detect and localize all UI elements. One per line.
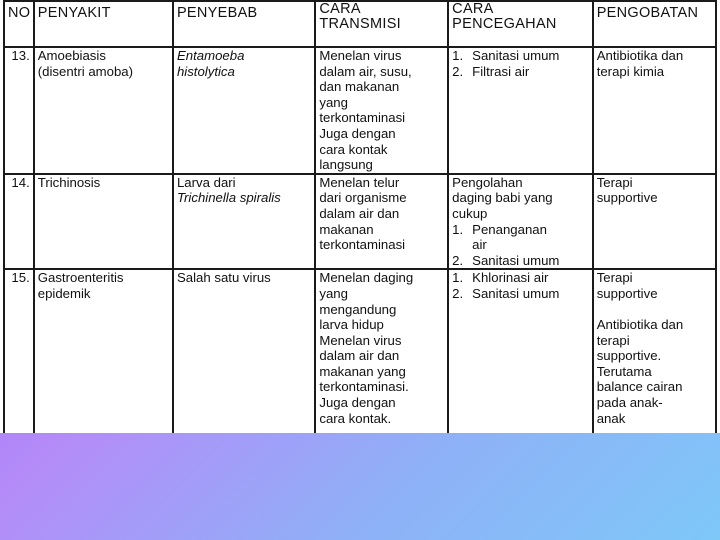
table-row — [4, 47, 716, 174]
cell-pencegahan: Pengolahan daging babi yang cukup 1. Penanganan air 2. Sanitasi umum — [448, 174, 593, 270]
cell-pengobatan: Terapi supportive Antibiotika dan terapi supportive. Terutama balance cairan pada anak- anak — [593, 269, 716, 433]
header-pencegahan: CARA PENCEGAHAN — [448, 1, 593, 47]
list-item: 1. Sanitasi umum — [452, 48, 560, 63]
header-transmisi: CARA TRANSMISI — [315, 1, 448, 47]
table-header-row — [4, 1, 716, 47]
table-row — [4, 269, 716, 433]
header-no: NO — [4, 1, 34, 47]
cell-pencegahan — [448, 269, 593, 433]
cell-penyakit: Gastroenteritis epidemik — [34, 269, 173, 433]
header-penyebab: PENYEBAB — [173, 1, 315, 47]
list-item: 2. Sanitasi umum — [452, 252, 560, 268]
list-item: 1. Penanganan air — [452, 221, 547, 253]
list-item: 2. Sanitasi umum — [452, 285, 560, 301]
cell-penyakit: Trichinosis — [34, 174, 173, 270]
cell-transmisi: Menelan telur dari organisme dalam air dan makanan terkontaminasi — [315, 174, 448, 270]
cell-penyebab: Salah satu virus — [173, 269, 315, 433]
cell-transmisi: Menelan daging yang mengandung larva hidup Menelan virus dalam air dan makanan yang terkontaminasi. Juga dengan cara kontak. — [315, 269, 448, 433]
list-item: 1. Khlorinasi air — [452, 270, 549, 286]
header-pengobatan: PENGOBATAN — [593, 1, 716, 47]
cell-transmisi: Menelan virus dalam air, susu, dan makanan yang terkontaminasi Juga dengan cara kontak langsung — [315, 47, 448, 174]
cell-penyebab: Entamoeba histolytica — [173, 47, 315, 174]
cell-pengobatan: Antibiotika dan terapi kimia — [593, 47, 716, 174]
table-row — [4, 174, 716, 270]
cell-penyebab: Larva dari Trichinella spiralis — [173, 174, 315, 270]
cell-no: 13. — [4, 47, 34, 174]
cell-no: 15. — [4, 269, 34, 433]
cell-penyakit: Amoebiasis (disentri amoba) — [34, 47, 173, 174]
list-item: 2. Filtrasi air — [452, 63, 530, 79]
cell-pengobatan: Terapi supportive — [593, 174, 716, 270]
disease-table — [3, 0, 717, 433]
cell-pencegahan — [448, 47, 593, 174]
header-penyakit: PENYAKIT — [34, 1, 173, 47]
cell-no: 14. — [4, 174, 34, 270]
